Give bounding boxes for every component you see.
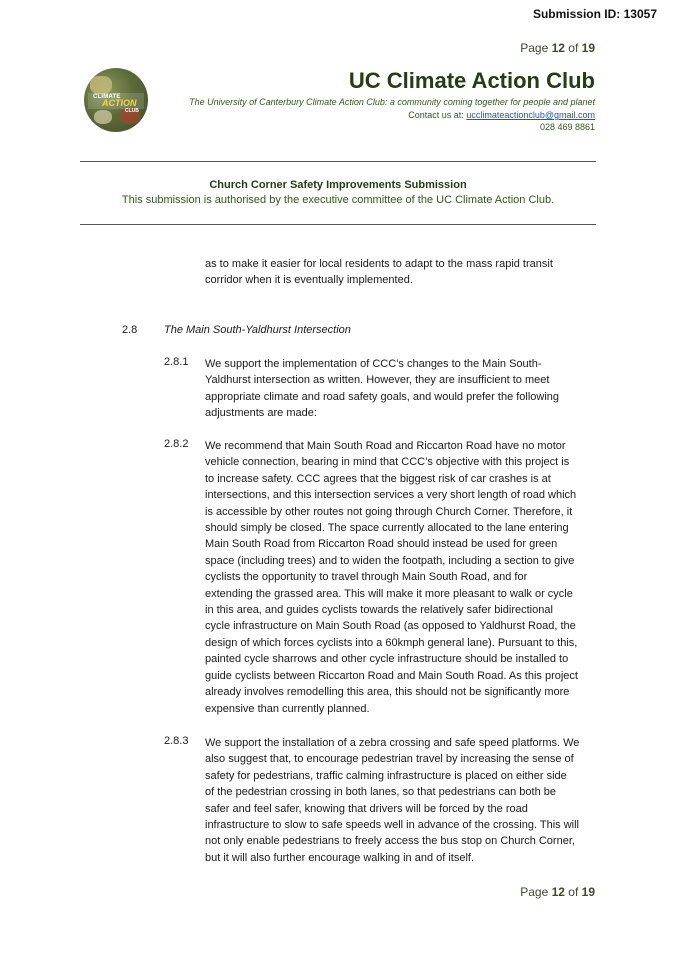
- page-prefix: Page: [520, 41, 552, 55]
- contact-prefix: Contact us at:: [408, 110, 467, 120]
- item-paragraph: [205, 735, 579, 866]
- club-logo: [84, 68, 148, 132]
- text-line: in this area, and guides cyclists towards the relatively safer bidirectional: [205, 604, 553, 617]
- subheader-divider: [80, 224, 596, 225]
- text-line: expensive than currently planned.: [205, 702, 370, 715]
- text-line: cycle infrastructure on Main South Road (as opposed to Yaldhurst Road, the: [205, 620, 576, 633]
- text-line: safety for pedestrians, traffic calming infrastructure is placed on either side: [205, 769, 567, 782]
- continuation-paragraph: [205, 256, 553, 289]
- text-line: space (including trees) and to widen the footpath, including a section to give: [205, 554, 575, 567]
- text-line: of the pedestrian crossing in both lanes, so that pedestrians can both be: [205, 786, 557, 799]
- page-of: of: [564, 41, 582, 55]
- page-current: 12: [551, 41, 565, 55]
- submission-id: Submission ID: 13057: [532, 7, 657, 21]
- text-line: We recommend that Main South Road and Riccarton Road have no motor: [205, 440, 566, 452]
- logo-text-climate: CLIMATE: [93, 94, 121, 100]
- text-line: corridor when it is eventually implemented.: [205, 274, 413, 287]
- text-line: adjustments are made:: [205, 407, 317, 420]
- page-number-top: [520, 41, 595, 55]
- text-line: intersections, and this intersection services a very short length of road which: [205, 489, 577, 502]
- text-line: as to make it easier for local residents to adapt to the mass rapid transit: [205, 258, 553, 270]
- text-line: cyclists the opportunity to travel through Main South Road, and for: [205, 571, 528, 584]
- section-title: The Main South-Yaldhurst Intersection: [164, 324, 351, 336]
- club-title: UC Climate Action Club: [348, 68, 595, 93]
- text-line: extending the grassed area. This will make it more pleasant to walk or cycle: [205, 587, 573, 600]
- contact-line: [408, 110, 595, 120]
- logo-text-action: ACTION: [102, 98, 137, 108]
- page-number-bottom: [520, 885, 595, 899]
- club-tagline: The University of Canterbury Climate Action Club: a community coming together for people and planet: [189, 97, 595, 107]
- text-line: but it will also further encourage walking in and of itself.: [205, 851, 475, 864]
- item-paragraph: [205, 356, 559, 422]
- text-line: to increase safety. CCC agrees that the biggest risk of car crashes is at: [205, 472, 551, 485]
- submission-title: Church Corner Safety Improvements Submission: [209, 179, 467, 191]
- item-number: 2.8.3: [164, 735, 189, 747]
- email-link[interactable]: ucclimateactionclub@gmail.com: [466, 110, 595, 120]
- item-paragraph: [205, 438, 578, 717]
- text-line: not only enable pedestrians to freely access the bus stop on Church Corner,: [205, 835, 575, 848]
- text-line: painted cycle sharrows and other cycle infrastructure should be installed to: [205, 653, 569, 666]
- page-current: 12: [551, 885, 565, 899]
- item-number: 2.8.1: [164, 356, 189, 368]
- text-line: We support the installation of a zebra crossing and safe speed platforms. We: [205, 737, 580, 749]
- text-line: We support the implementation of CCC’s changes to the Main South-: [205, 358, 542, 370]
- text-line: vehicle connection, bearing in mind that CCC’s objective with this project is: [205, 456, 570, 469]
- text-line: safer and feel safer, knowing that drivers will be forced by the road: [205, 802, 528, 815]
- header-divider: [80, 161, 596, 162]
- section-number: 2.8: [122, 324, 138, 336]
- text-line: infrastructure to slow to safe speeds well in advance of the crossing. This will: [205, 819, 579, 832]
- text-line: already involves remodelling this area, this should not be significantly more: [205, 686, 570, 699]
- text-line: Main South Road from Riccarton Road should instead be used for green: [205, 538, 558, 551]
- text-line: also suggest that, to encourage pedestrian travel by increasing the sense of: [205, 753, 574, 766]
- page-total: 19: [581, 41, 595, 55]
- page-total: 19: [581, 885, 595, 899]
- text-line: guide cyclists between Riccarton Road and Main South Road. As this project: [205, 669, 578, 682]
- text-line: is accessible by other routes not going through Church Corner. Therefore, it: [205, 505, 573, 518]
- text-line: design of which forces cyclists into a 60kmph general lane). Pursuant to this,: [205, 636, 578, 649]
- text-line: appropriate climate and road safety goals, and would prefer the following: [205, 390, 560, 403]
- page-prefix: Page: [520, 885, 552, 899]
- text-line: Yaldhurst intersection as written. However, they are insufficient to meet: [205, 374, 550, 387]
- submission-note: This submission is authorised by the executive committee of the UC Climate Action Club.: [121, 194, 555, 206]
- text-line: should simply be closed. The space currently allocated to the lane entering: [205, 522, 569, 535]
- logo-text-club: CLUB: [125, 108, 139, 114]
- item-number: 2.8.2: [164, 438, 189, 450]
- page-of: of: [564, 885, 582, 899]
- phone-number: 028 469 8861: [539, 122, 595, 132]
